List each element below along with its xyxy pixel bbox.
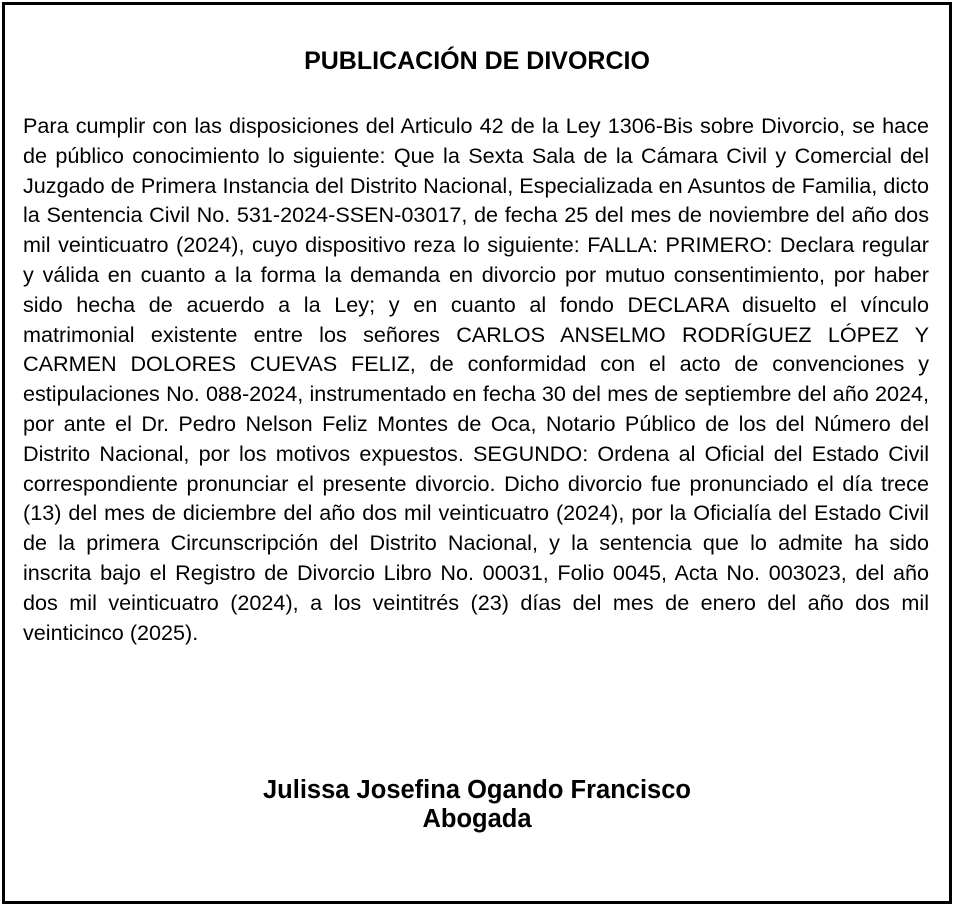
signatory-role: Abogada	[422, 805, 532, 833]
signatory-name: Julissa Josefina Ogando Francisco	[263, 776, 691, 804]
signature-block	[5, 776, 949, 834]
notice-body-text: Para cumplir con las disposiciones del Articulo 42 de la Ley 1306-Bis sobre Divorcio, se hace de público conocimiento lo siguiente: Que la Sexta Sala de la Cámara Civil y Comercial del Juzgado de Primera Instancia del Distrito Nacional, Especializada en Asuntos de Familia, dicto la Sentencia Civil No. 531-2024-SSEN-03017, de fecha 25 del mes de noviembre del año dos mil veinticuatro (2024), cuyo dispositivo reza lo siguiente: FALLA: PRIMERO: Declara regular y válida en cuanto a la forma la demanda en divorcio por mutuo consentimiento, por haber sido hecha de acuerdo a la Ley; y en cuanto al fondo DECLARA disuelto el vínculo matrimonial existente entre los señores CARLOS ANSELMO RODRÍGUEZ LÓPEZ Y CARMEN DOLORES CUEVAS FELIZ, de conformidad con el acto de convenciones y estipulaciones No. 088-2024, instrumentado en fecha 30 del mes de septiembre del año 2024, por ante el Dr. Pedro Nelson Feliz Montes de Oca, Notario Público de los del Número del Distrito Nacional, por los motivos expuestos. SEGUNDO: Ordena al Oficial del Estado Civil correspondiente pronunciar el presente divorcio. Dicho divorcio fue pronunciado el día trece (13) del mes de diciembre del año dos mil veinticuatro (2024), por la Oficialía del Estado Civil de la primera Circunscripción del Distrito Nacional, y la sentencia que lo admite ha sido inscrita bajo el Registro de Divorcio Libro No. 00031, Folio 0045, Acta No. 003023, del año dos mil veinticuatro (2024), a los veintitrés (23) días del mes de enero del año dos mil veinticinco (2025).	[23, 113, 929, 645]
notice-frame	[2, 2, 952, 904]
notice-title: PUBLICACIÓN DE DIVORCIO	[304, 47, 650, 75]
